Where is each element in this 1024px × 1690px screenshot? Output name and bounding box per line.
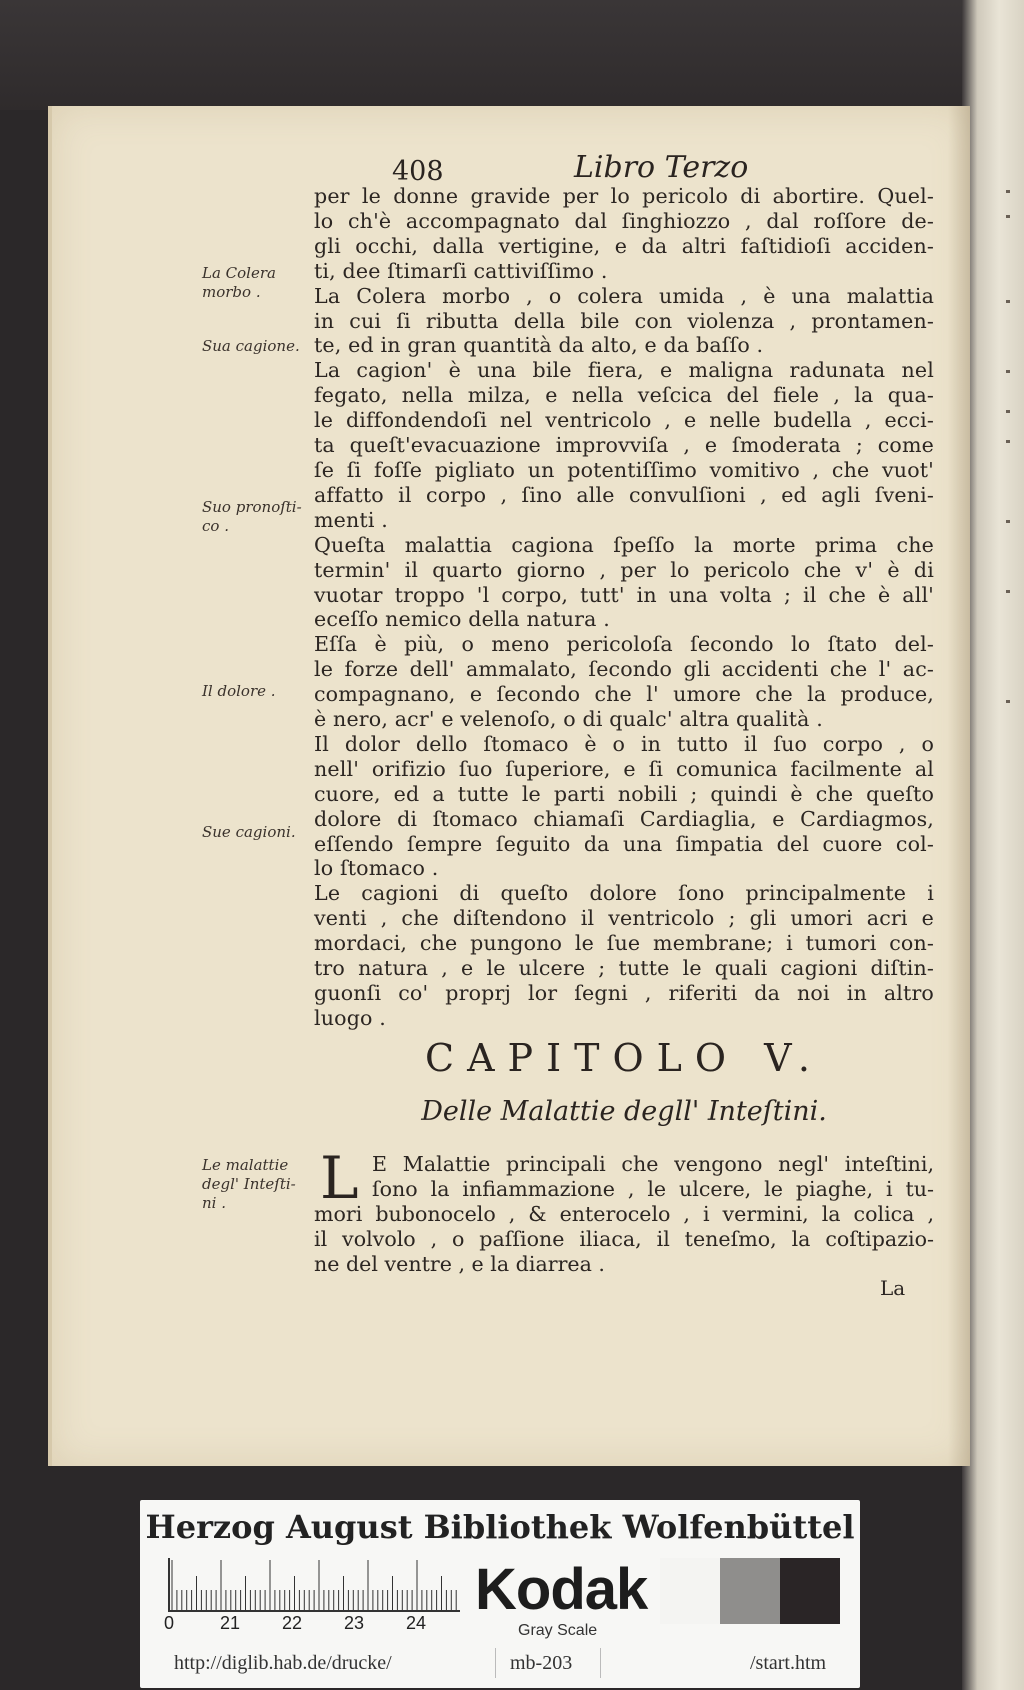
text-line: venti , che diſtendono il ventricolo ; gli umori acri e <box>314 906 934 931</box>
margin-note-cagione <box>202 337 317 356</box>
text-line: luogo . <box>314 1005 386 1030</box>
margin-note-line: Sua cagione. <box>202 337 300 355</box>
margin-note-line: La Colera <box>202 264 276 282</box>
text-line: nell' orifizio ſuo ſuperiore, e ſi comunica facilmente al <box>314 756 934 781</box>
gray-swatch-mid <box>720 1558 780 1624</box>
text-line: affatto il corpo , ſino alle convulſioni , ed agli ſveni- <box>314 482 934 507</box>
edge-mark <box>1006 440 1010 443</box>
divider <box>495 1648 496 1678</box>
text-line: ne del ventre , e la diarrea . <box>314 1251 605 1276</box>
adjacent-page-edge <box>962 0 1024 1690</box>
margin-note-line: degl' Inteſti- <box>202 1175 296 1193</box>
text-line: ti, dee ſtimarſi cattiviſſimo . <box>314 258 608 283</box>
url-prefix: http://diglib.hab.de/drucke/ <box>174 1652 392 1674</box>
text-line: Il dolor dello ſtomaco è o in tutto il ſuo corpo , o <box>314 731 934 756</box>
margin-note-pronostico <box>202 498 317 536</box>
edge-mark <box>1006 215 1010 218</box>
running-title: Libro Terzo <box>574 150 749 185</box>
text-line: guonſi co' proprj lor ſegni , riferiti da noi in altro <box>314 981 934 1005</box>
text-line: mori bubonocelo , & enterocelo , i vermini, la colica , <box>314 1202 934 1226</box>
text-line: ta queſt'evacuazione improvviſa , e ſmoderata ; come <box>314 433 934 458</box>
text-line: il volvolo , o paſſione iliaca, il teneſmo, la coſtipazio- <box>314 1226 934 1251</box>
text-line: le forze dell' ammalato, ſecondo gli accidenti che l' ac- <box>314 657 934 682</box>
margin-note-line: Sue cagioni. <box>202 823 296 841</box>
ruler-label: 21 <box>220 1613 241 1633</box>
margin-note-line: morbo . <box>202 283 261 301</box>
chapter-body <box>314 1202 934 1277</box>
gray-swatch-white <box>660 1558 720 1624</box>
text-line: ſono la infiammazione , le ulcere, le piaghe, i tu- <box>372 1176 934 1201</box>
library-title: Herzog August Bibliothek Wolfenbüttel <box>145 1508 855 1546</box>
text-line: te, ed in gran quantità da alto, e da baſſo . <box>314 333 764 358</box>
text-line: cuore, ed a tutte le parti nobili ; quindi è che queſto <box>314 781 934 806</box>
text-line: mordaci, che pungono le ſue membrane; i tumori con- <box>314 931 934 956</box>
text-line: compagnano, e ſecondo che l' umore che la produce, <box>314 682 934 707</box>
text-line: termin' il quarto giorno , per lo pericolo che v' è di <box>314 557 934 582</box>
text-line: per le donne gravide per lo pericolo di abortire. Quel- <box>314 184 934 208</box>
body-text <box>314 184 934 1031</box>
margin-note-dolore <box>202 682 317 701</box>
margin-note-line: Suo pronoſti- <box>202 498 302 516</box>
edge-mark <box>1006 700 1010 703</box>
text-line: Eſſa è più, o meno pericoloſa ſecondo lo ſtato del- <box>314 632 934 657</box>
url-suffix: /start.htm <box>750 1652 827 1674</box>
text-line: eſſendo ſempre ſeguito da una ſimpatia del cuore col- <box>314 831 934 856</box>
drop-cap: L <box>320 1144 359 1212</box>
scale-ruler <box>168 1558 460 1612</box>
edge-mark <box>1006 190 1010 193</box>
text-line: La cagion' è una bile fiera, e maligna radunata nel <box>314 358 934 383</box>
chapter-title: CAPITOLO V. <box>425 1036 823 1080</box>
text-line: tro natura , e le ulcere ; tutte le quali cagioni diſtin- <box>314 956 934 981</box>
text-line: in cui ſi ributta della bile con violenza , prontamen- <box>314 308 934 333</box>
edge-mark <box>1006 590 1010 593</box>
text-line: E Malattie principali che vengono negl' inteſtini, <box>372 1152 934 1176</box>
book-page <box>48 106 970 1466</box>
chapter-subtitle: Delle Malattie degll' Inteſtini. <box>421 1096 827 1127</box>
text-line: fegato, nella milza, e nella veſcica del fiele , la qua- <box>314 383 934 408</box>
edge-mark <box>1006 300 1010 303</box>
text-line: è nero, acr' e velenoſo, o di qualc' altra qualità . <box>314 707 823 732</box>
text-line: le diffondendoſi nel ventricolo , e nelle budella , ecci- <box>314 408 934 433</box>
page-number: 408 <box>392 156 444 187</box>
margin-note-line: ni . <box>202 1194 226 1212</box>
calibration-card <box>140 1500 860 1688</box>
ruler-label: 22 <box>282 1613 303 1633</box>
ruler-label: 24 <box>406 1613 427 1633</box>
text-line: menti . <box>314 507 388 532</box>
margin-note-malattie <box>202 1156 317 1213</box>
scanner-background <box>0 0 1024 110</box>
margin-note-line: Le malattie <box>202 1156 289 1174</box>
gray-swatch-black <box>780 1558 840 1624</box>
ruler-labels <box>164 1613 468 1637</box>
text-line: vuotar troppo 'l corpo, tutt' in una volta ; il che è all' <box>314 582 934 607</box>
kodak-logo: Kodak <box>475 1557 648 1622</box>
ruler-label: 0 <box>164 1613 175 1633</box>
margin-note-cagioni <box>202 823 317 842</box>
margin-note-line: Il dolore . <box>202 682 276 700</box>
text-line: Queſta malattia cagiona ſpeſſo la morte prima che <box>314 532 934 557</box>
text-line: ſe ſi foſſe pigliato un potentiſſimo vomitivo , che vuot' <box>314 457 934 482</box>
url-shelfmark: mb-203 <box>510 1652 573 1674</box>
gray-scale-label: Gray Scale <box>518 1622 598 1639</box>
text-line: dolore di ſtomaco chiamaſi Cardiaglia, e Cardiagmos, <box>314 806 934 831</box>
ruler-label: 23 <box>344 1613 365 1633</box>
text-line: Le cagioni di queſto dolore ſono principalmente i <box>314 881 934 906</box>
gray-scale-swatches <box>660 1558 840 1624</box>
chapter-opening-lines <box>372 1152 934 1202</box>
text-line: gli occhi, dalla vertigine, e da altri faſtidioſi acciden- <box>314 233 934 258</box>
margin-note-colera <box>202 264 317 302</box>
edge-mark <box>1006 520 1010 523</box>
text-line: La Colera morbo , o colera umida , è una malattia <box>314 283 934 308</box>
ruler-ticks <box>170 1558 460 1610</box>
divider <box>600 1648 601 1678</box>
margin-note-line: co . <box>202 517 229 535</box>
text-line: lo ſtomaco . <box>314 856 439 881</box>
edge-mark <box>1006 370 1010 373</box>
edge-mark <box>1006 410 1010 413</box>
catchword: La <box>880 1276 906 1300</box>
text-line: lo ch'è accompagnato dal ſinghiozzo , dal roſſore de- <box>314 208 934 233</box>
text-line: eceſſo nemico della natura . <box>314 607 611 632</box>
